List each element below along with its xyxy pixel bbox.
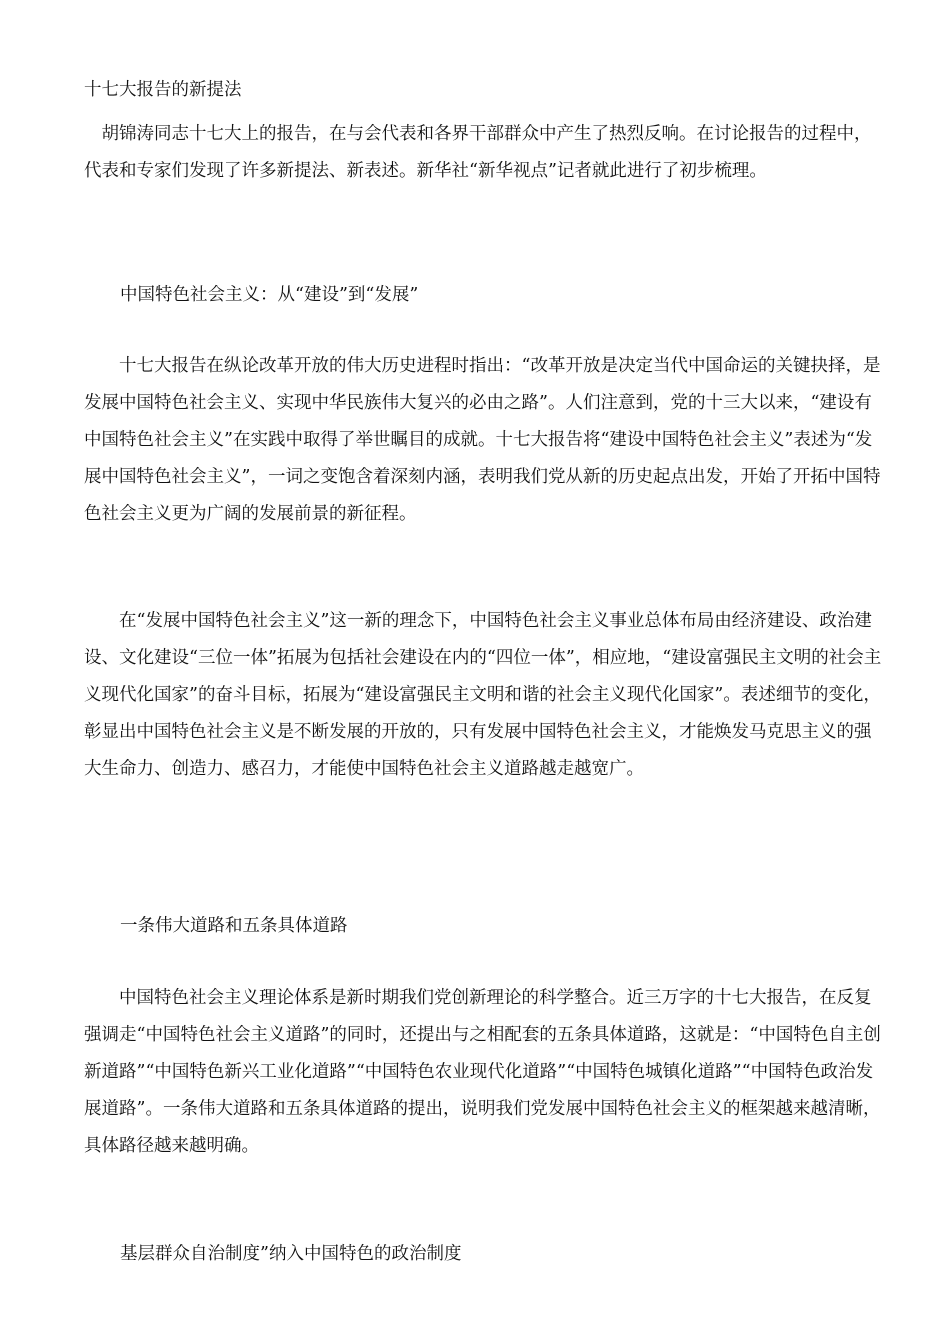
section-heading-development: 中国特色社会主义：从“建设”到“发展” (120, 285, 419, 305)
section-paragraph: 在“发展中国特色社会主义”这一新的理念下，中国特色社会主义事业总体布局由经济建设、政治建设、文化建设“三位一体”拓展为包括社会建设在内的“四位一体”，相应地，“建设富强民主文明的社会主义现代化国家”的奋斗目标，拓展为“建设富强民主文明和谐的社会主义现代化国家”。表述细节的变化，彰显出中国特色社会主义是不断发展的开放的，只有发展中国特色社会主义，才能焕发马克思主义的强大生命力、创造力、感召力，才能使中国特色社会主义道路越走越宽广。 (84, 611, 882, 779)
intro-paragraph: 胡锦涛同志十七大上的报告，在与会代表和各界干部群众中产生了热烈反响。在讨论报告的过程中，代表和专家们发现了许多新提法、新表述。新华社“新华视点”记者就此进行了初步梳理。 (84, 124, 872, 181)
section-heading-roads: 一条伟大道路和五条具体道路 (120, 916, 348, 936)
section-paragraph: 中国特色社会主义理论体系是新时期我们党创新理论的科学整合。近三万字的十七大报告，在反复强调走“中国特色社会主义道路”的同时，还提出与之相配套的五条具体道路，这就是：“中国特色自主创新道路”“中国特色新兴工业化道路”“中国特色农业现代化道路”“中国特色城镇化道路”“中国特色政治发展道路”。一条伟大道路和五条具体道路的提出，说明我们党发展中国特色社会主义的框架越来越清晰，具体路径越来越明确。 (84, 988, 881, 1156)
document-title: 十七大报告的新提法 (84, 80, 242, 100)
section-paragraph: 十七大报告在纵论改革开放的伟大历史进程时指出：“改革开放是决定当代中国命运的关键抉择，是发展中国特色社会主义、实现中华民族伟大复兴的必由之路”。人们注意到，党的十三大以来，“建设有中国特色社会主义”在实践中取得了举世瞩目的成就。十七大报告将“建设中国特色社会主义”表述为“发展中国特色社会主义”，一词之变饱含着深刻内涵，表明我们党从新的历史起点出发，开始了开拓中国特色社会主义更为广阔的发展前景的新征程。 (84, 356, 881, 524)
section-heading-self-governance: 基层群众自治制度”纳入中国特色的政治制度 (120, 1244, 462, 1264)
